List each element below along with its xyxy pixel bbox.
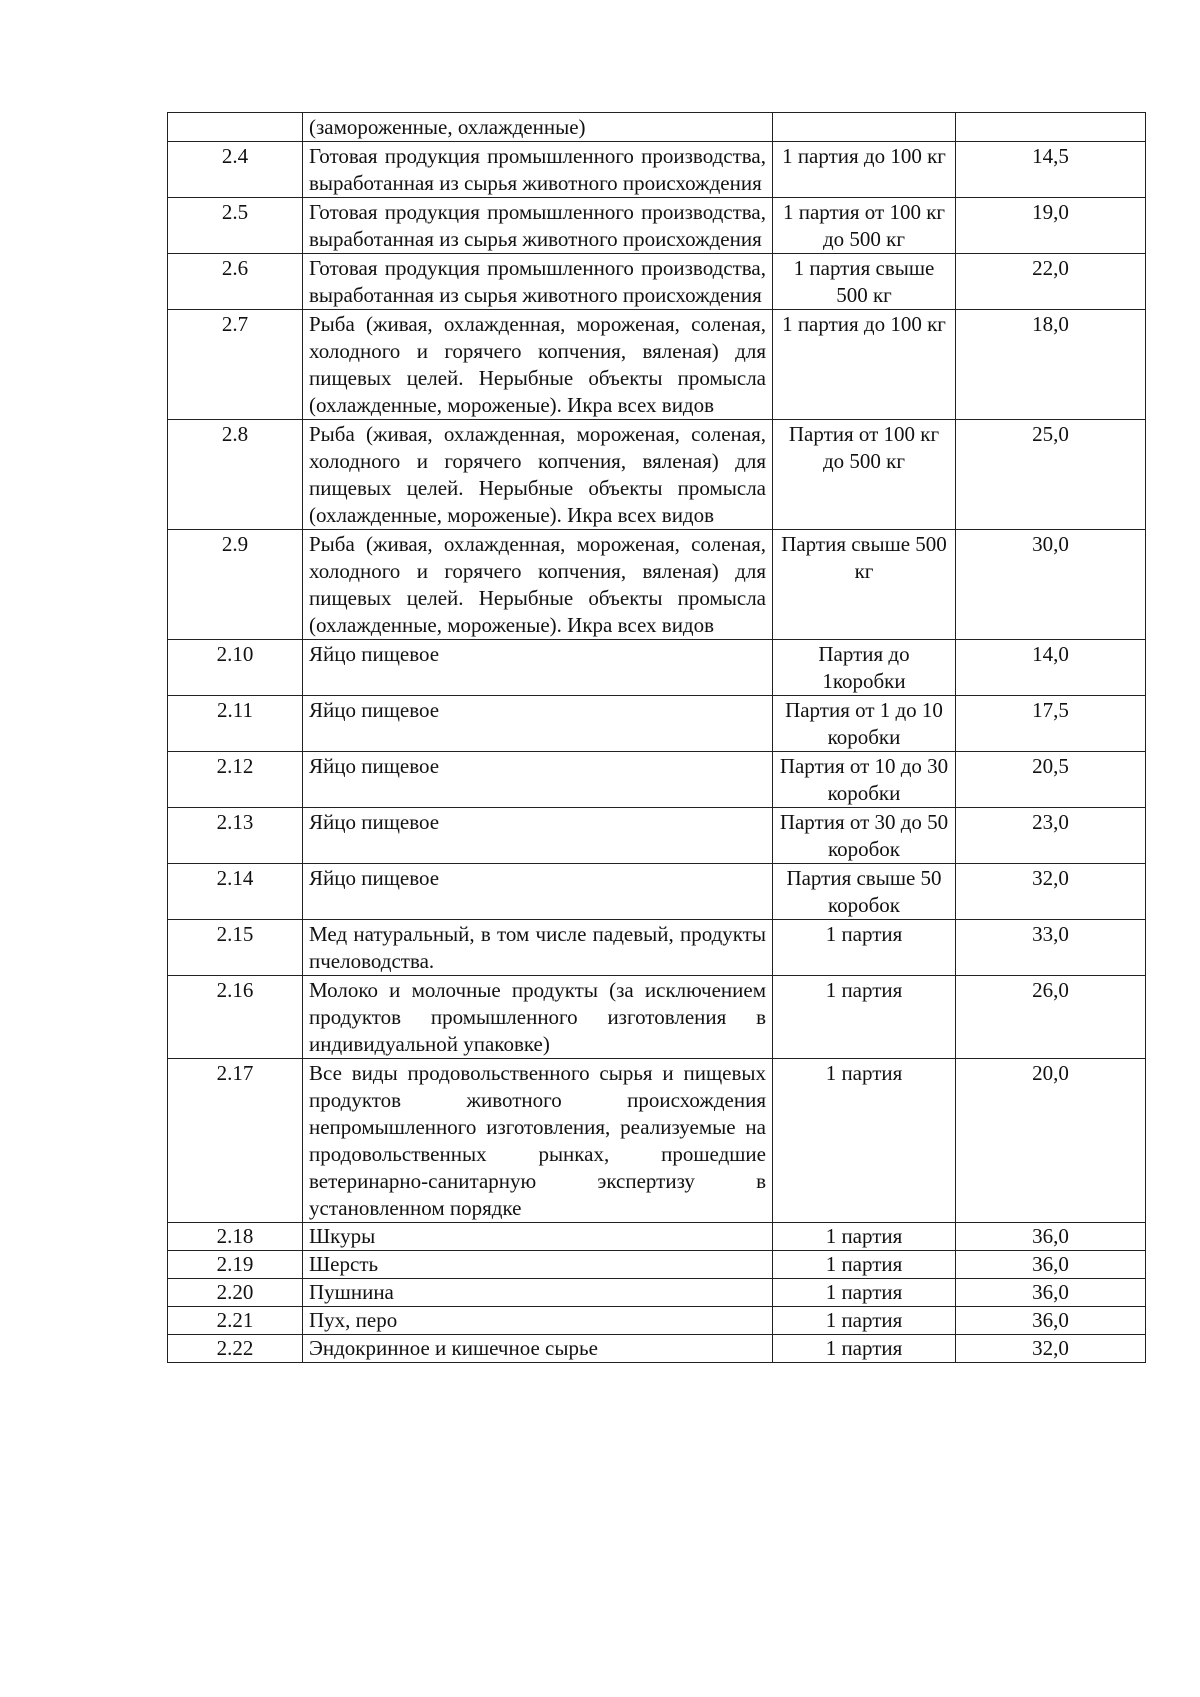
row-quantity: Партия свыше 500 кг: [773, 530, 956, 640]
row-number: 2.9: [168, 530, 303, 640]
row-price: 25,0: [956, 420, 1146, 530]
row-number: 2.16: [168, 976, 303, 1059]
table-row: [168, 1251, 1146, 1279]
row-description: Яйцо пищевое: [303, 752, 773, 808]
table-row: [168, 1223, 1146, 1251]
row-price: 22,0: [956, 254, 1146, 310]
row-price: 23,0: [956, 808, 1146, 864]
row-number: 2.8: [168, 420, 303, 530]
row-quantity: 1 партия: [773, 976, 956, 1059]
row-number: [168, 113, 303, 142]
row-description: Молоко и молочные продукты (за исключением продуктов промышленного изготовления в индивидуальной упаковке): [303, 976, 773, 1059]
row-quantity: 1 партия свыше 500 кг: [773, 254, 956, 310]
table-row: [168, 254, 1146, 310]
row-price: 36,0: [956, 1251, 1146, 1279]
row-quantity: Партия от 10 до 30 коробки: [773, 752, 956, 808]
table-row: [168, 530, 1146, 640]
row-price: 32,0: [956, 1335, 1146, 1363]
table-row: [168, 920, 1146, 976]
row-description: Рыба (живая, охлажденная, мороженая, соленая, холодного и горячего копчения, вяленая) для пищевых целей. Нерыбные объекты промысла (охлажденные, мороженые). Икра всех видов: [303, 310, 773, 420]
row-number: 2.15: [168, 920, 303, 976]
row-price: 17,5: [956, 696, 1146, 752]
row-quantity: Партия свыше 50 коробок: [773, 864, 956, 920]
row-description: Все виды продовольственного сырья и пищевых продуктов животного происхождения непромышленного изготовления, реализуемые на продовольственных рынках, прошедшие ветеринарно-санитарную экспертизу в установленном порядке: [303, 1059, 773, 1223]
table-row: [168, 420, 1146, 530]
row-description: Яйцо пищевое: [303, 696, 773, 752]
row-number: 2.10: [168, 640, 303, 696]
table-row: [168, 976, 1146, 1059]
row-description: Шкуры: [303, 1223, 773, 1251]
row-price: 36,0: [956, 1279, 1146, 1307]
row-description: Эндокринное и кишечное сырье: [303, 1335, 773, 1363]
row-quantity: [773, 113, 956, 142]
row-price: 18,0: [956, 310, 1146, 420]
row-price: 20,5: [956, 752, 1146, 808]
table-row: [168, 808, 1146, 864]
row-number: 2.17: [168, 1059, 303, 1223]
row-description: Готовая продукция промышленного производства, выработанная из сырья животного происхождения: [303, 142, 773, 198]
row-price: 36,0: [956, 1223, 1146, 1251]
row-number: 2.22: [168, 1335, 303, 1363]
row-description: (замороженные, охлажденные): [303, 113, 773, 142]
tariff-table: [167, 112, 1146, 1363]
row-quantity: Партия от 1 до 10 коробки: [773, 696, 956, 752]
row-number: 2.14: [168, 864, 303, 920]
row-number: 2.4: [168, 142, 303, 198]
table-row: [168, 1335, 1146, 1363]
row-quantity: 1 партия: [773, 1279, 956, 1307]
row-number: 2.18: [168, 1223, 303, 1251]
row-quantity: 1 партия: [773, 1335, 956, 1363]
row-quantity: Партия от 30 до 50 коробок: [773, 808, 956, 864]
row-description: Готовая продукция промышленного производства, выработанная из сырья животного происхождения: [303, 254, 773, 310]
table-row: [168, 696, 1146, 752]
row-description: Пух, перо: [303, 1307, 773, 1335]
row-number: 2.11: [168, 696, 303, 752]
table-row: [168, 1059, 1146, 1223]
row-price: 30,0: [956, 530, 1146, 640]
row-number: 2.6: [168, 254, 303, 310]
row-price: 32,0: [956, 864, 1146, 920]
row-description: Яйцо пищевое: [303, 808, 773, 864]
row-quantity: Партия от 100 кг до 500 кг: [773, 420, 956, 530]
table-row: [168, 113, 1146, 142]
row-price: 20,0: [956, 1059, 1146, 1223]
table-row: [168, 310, 1146, 420]
row-description: Рыба (живая, охлажденная, мороженая, соленая, холодного и горячего копчения, вяленая) для пищевых целей. Нерыбные объекты промысла (охлажденные, мороженые). Икра всех видов: [303, 530, 773, 640]
row-price: [956, 113, 1146, 142]
row-number: 2.20: [168, 1279, 303, 1307]
row-quantity: 1 партия: [773, 1251, 956, 1279]
row-description: Яйцо пищевое: [303, 640, 773, 696]
table-row: [168, 640, 1146, 696]
row-number: 2.5: [168, 198, 303, 254]
row-number: 2.12: [168, 752, 303, 808]
row-quantity: 1 партия: [773, 1059, 956, 1223]
row-number: 2.19: [168, 1251, 303, 1279]
table-row: [168, 198, 1146, 254]
row-description: Мед натуральный, в том числе падевый, продукты пчеловодства.: [303, 920, 773, 976]
row-description: Яйцо пищевое: [303, 864, 773, 920]
row-description: Шерсть: [303, 1251, 773, 1279]
row-price: 36,0: [956, 1307, 1146, 1335]
row-quantity: 1 партия до 100 кг: [773, 310, 956, 420]
table-row: [168, 1279, 1146, 1307]
row-quantity: 1 партия: [773, 1223, 956, 1251]
row-quantity: 1 партия от 100 кг до 500 кг: [773, 198, 956, 254]
table-row: [168, 1307, 1146, 1335]
row-quantity: 1 партия до 100 кг: [773, 142, 956, 198]
row-quantity: 1 партия: [773, 1307, 956, 1335]
row-description: Рыба (живая, охлажденная, мороженая, соленая, холодного и горячего копчения, вяленая) для пищевых целей. Нерыбные объекты промысла (охлажденные, мороженые). Икра всех видов: [303, 420, 773, 530]
row-price: 14,5: [956, 142, 1146, 198]
row-description: Готовая продукция промышленного производства, выработанная из сырья животного происхождения: [303, 198, 773, 254]
table-row: [168, 864, 1146, 920]
row-price: 14,0: [956, 640, 1146, 696]
row-number: 2.21: [168, 1307, 303, 1335]
row-quantity: 1 партия: [773, 920, 956, 976]
table-row: [168, 752, 1146, 808]
row-price: 33,0: [956, 920, 1146, 976]
row-price: 26,0: [956, 976, 1146, 1059]
table-row: [168, 142, 1146, 198]
row-quantity: Партия до 1коробки: [773, 640, 956, 696]
row-number: 2.13: [168, 808, 303, 864]
row-price: 19,0: [956, 198, 1146, 254]
row-number: 2.7: [168, 310, 303, 420]
row-description: Пушнина: [303, 1279, 773, 1307]
